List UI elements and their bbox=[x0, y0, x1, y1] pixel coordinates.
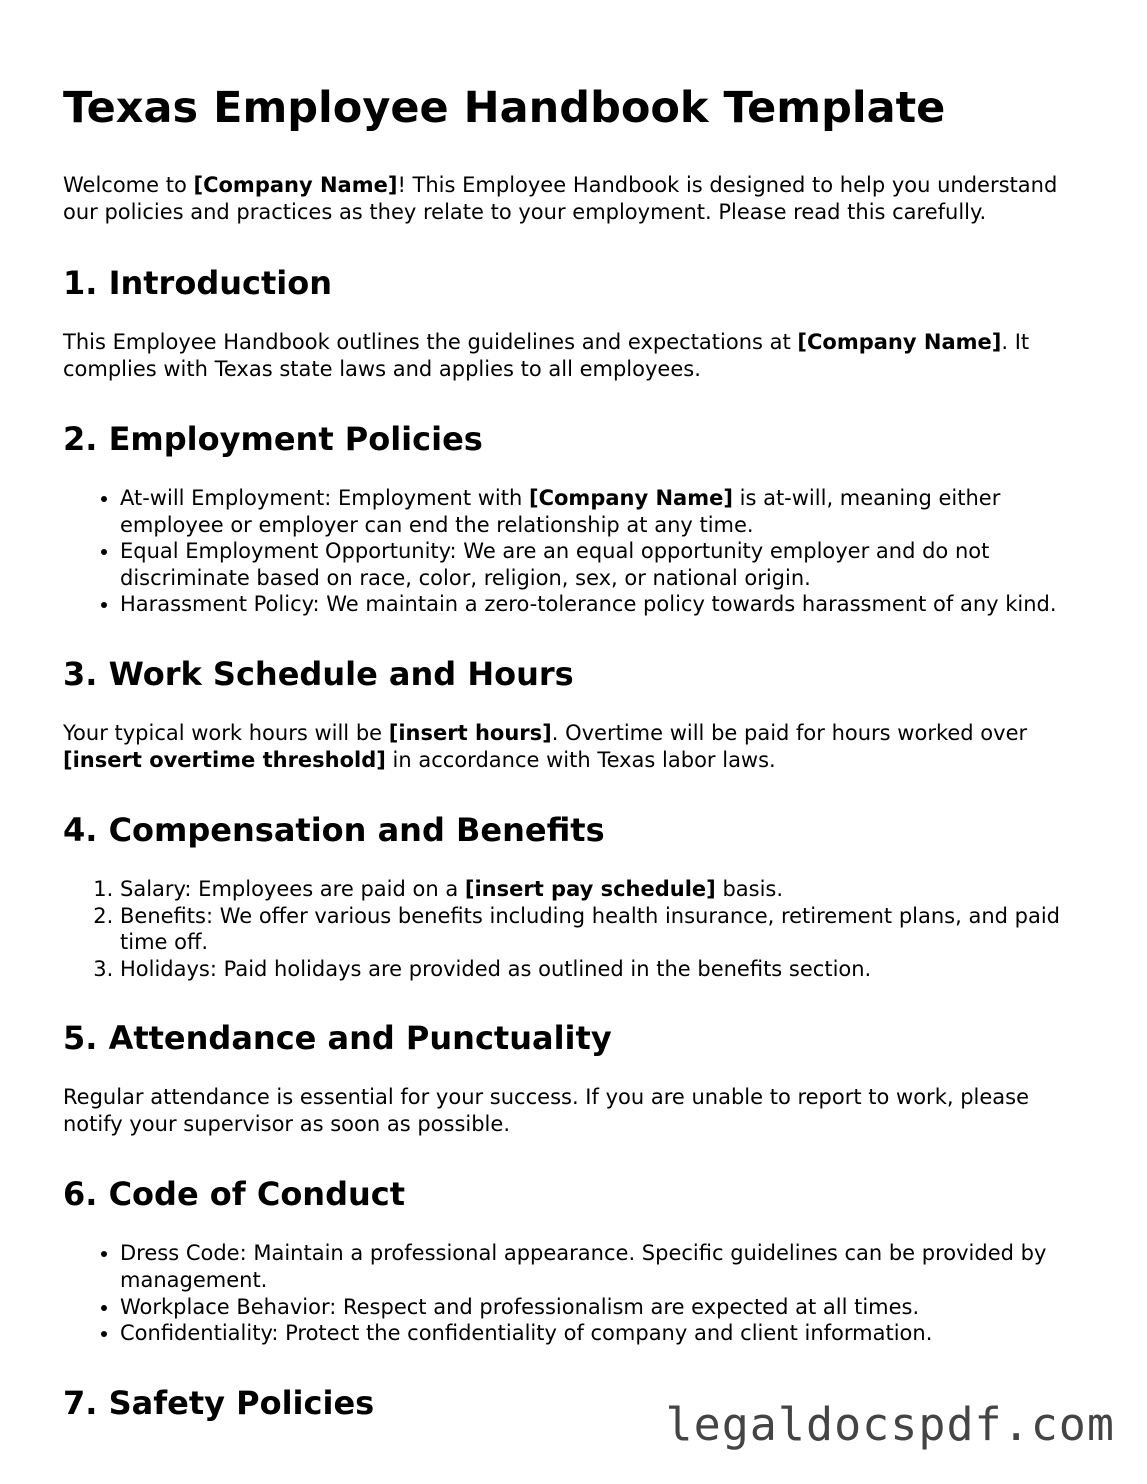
pay-schedule-placeholder: [insert pay schedule] bbox=[464, 876, 716, 901]
document-title: Texas Employee Handbook Template bbox=[63, 83, 946, 133]
section-heading-introduction: 1. Introduction bbox=[63, 264, 332, 302]
watermark: legaldocspdf.com bbox=[665, 1398, 1115, 1451]
hours-placeholder: [insert hours] bbox=[388, 720, 552, 745]
company-placeholder: [Company Name] bbox=[797, 330, 1002, 354]
section-heading-safety-policies: 7. Safety Policies bbox=[63, 1383, 375, 1422]
section-heading-work-schedule: 3. Work Schedule and Hours bbox=[63, 654, 574, 693]
section-heading-compensation: 4. Compensation and Benefits bbox=[63, 810, 605, 849]
company-placeholder: [Company Name] bbox=[529, 486, 733, 510]
section-heading-code-of-conduct: 6. Code of Conduct bbox=[63, 1175, 406, 1214]
intro-paragraph: Welcome to [Company Name]! This Employee Handbook is designed to help you understand our policies and practices as they relate to your employment. Please read this carefully. bbox=[63, 173, 1058, 224]
attendance-paragraph: Regular attendance is essential for your success. If you are unable to report to work, please notify your supervisor as soon as possible. bbox=[63, 1085, 1030, 1137]
list-item: • Confidentiality: Protect the confidentiality of company and client information. bbox=[120, 1320, 1083, 1347]
list-item: • Dress Code: Maintain a professional appearance. Specific guidelines can be provided by management. bbox=[120, 1240, 1083, 1293]
compensation-list bbox=[63, 876, 1083, 982]
work-schedule-paragraph: Your typical work hours will be [insert hours]. Overtime will be paid for hours worked over [insert overtime threshold] in accordance with Texas labor laws. bbox=[63, 720, 1028, 772]
list-item: • Harassment Policy: We maintain a zero-tolerance policy towards harassment of any kind. bbox=[120, 591, 1083, 618]
overtime-threshold-placeholder: [insert overtime threshold] bbox=[63, 747, 386, 772]
code-of-conduct-list bbox=[63, 1240, 1083, 1346]
list-item: • At-will Employment: Employment with [Company Name] is at-will, meaning either employee or employer can end the relationship at any time. bbox=[120, 485, 1083, 538]
list-item: • Workplace Behavior: Respect and professionalism are expected at all times. bbox=[120, 1294, 1083, 1321]
section-heading-employment-policies: 2. Employment Policies bbox=[63, 420, 483, 458]
list-item: • Equal Employment Opportunity: We are an equal opportunity employer and do not discriminate based on race, color, religion, sex, or national origin. bbox=[120, 538, 1083, 591]
list-item: 3. Holidays: Paid holidays are provided as outlined in the benefits section. bbox=[120, 956, 1083, 983]
list-item: 2. Benefits: We offer various benefits including health insurance, retirement plans, and paid time off. bbox=[120, 903, 1083, 956]
list-item: 1. Salary: Employees are paid on a [insert pay schedule] basis. bbox=[120, 876, 1083, 903]
company-placeholder: [Company Name] bbox=[193, 173, 398, 197]
document-page bbox=[63, 82, 1083, 1449]
introduction-paragraph: This Employee Handbook outlines the guidelines and expectations at [Company Name]. It complies with Texas state laws and applies to all employees. bbox=[63, 330, 1030, 381]
employment-policies-list bbox=[63, 485, 1083, 618]
section-heading-attendance: 5. Attendance and Punctuality bbox=[63, 1019, 612, 1058]
